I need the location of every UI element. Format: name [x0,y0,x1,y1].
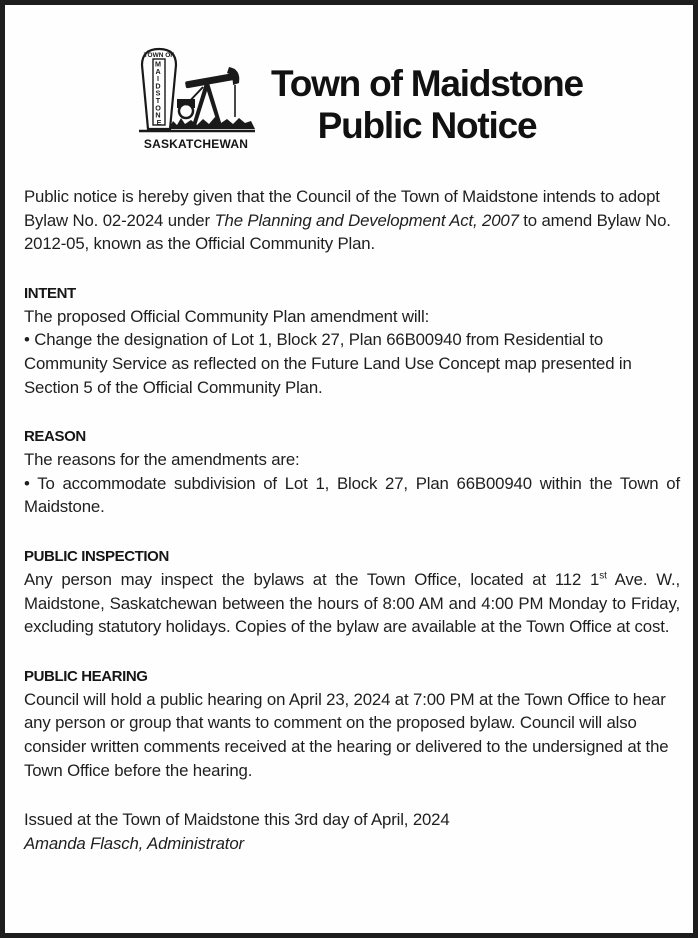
signature-line: Amanda Flasch, Administrator [24,833,244,853]
logo-caption: SASKATCHEWAN [143,137,249,151]
intent-heading: INTENT [24,284,76,302]
logo-letter: O [155,103,161,113]
hearing-text: Council will hold a public hearing on April 23, 2024 at 7:00 PM at the Town Office to hear any person or group that wants to comment on the proposed bylaw. Council will also consider written comments received at the hearing or delivered to the undersigned at the Town Office before the hearing. [24,689,669,780]
title-line-1: Town of Maidstone [271,63,583,104]
logo-ring-text: TOWN OF [143,52,175,59]
reason-section [24,425,680,519]
logo-letter: N [155,110,161,120]
reason-heading: REASON [24,428,86,446]
issued-section [24,808,680,855]
logo-letter: E [156,117,162,127]
reason-bullet: • To accommodate subdivision of Lot 1, Block 27, Plan 66B00940 within the Town of Maidstone. [24,473,680,517]
hearing-heading: PUBLIC HEARING [24,667,148,685]
intro-text-end: to amend Bylaw No. 2012-05, known as the Official Community Plan. [24,210,671,254]
notice-title [267,63,587,147]
inspection-section [24,545,680,639]
logo-letter: M [155,59,161,69]
inspection-text-end: Ave. W., Maidstone, Saskatchewan between the hours of 8:00 AM and 4:00 PM Monday to Friday, excluding statutory holidays. Copies of the bylaw are available at the Town Office at cost. [24,569,681,637]
intent-section [24,282,680,399]
oil-pumpjack-icon [133,45,259,137]
act-title: The Planning and Development Act, 2007 [214,210,519,230]
ordinal-superscript: st [599,570,607,582]
intro-paragraph [24,185,680,256]
hearing-section [24,665,680,782]
logo-letter: I [157,74,159,84]
inspection-text-start: Any person may inspect the bylaws at the Town Office, located at 112 1 [24,569,600,589]
reason-lead: The reasons for the amendments are: [24,450,300,470]
intent-bullet: • Change the designation of Lot 1, Block 27, Plan 66B00940 from Residential to Community Service as reflected on the Future Land Use Concept map presented in Section 5 of the Official Community Plan. [24,330,632,397]
notice-header [5,5,693,175]
issued-line: Issued at the Town of Maidstone this 3rd day of April, 2024 [24,810,450,830]
svg-text:M A I [155,60,163,127]
town-logo [133,45,259,155]
intent-lead: The proposed Official Community Plan amendment will: [24,306,430,326]
inspection-text [24,568,680,639]
logo-letter: S [155,88,161,98]
logo-letter: T [155,96,161,105]
logo-letter: A [155,66,161,76]
logo-letter: D [155,81,161,91]
intro-text: Public notice is hereby given that the Council of the Town of Maidstone intends to adopt Bylaw No. 02-2024 under [24,187,660,230]
notice-body [24,185,680,855]
title-line-2: Public Notice [317,105,537,146]
inspection-heading: PUBLIC INSPECTION [24,547,169,565]
